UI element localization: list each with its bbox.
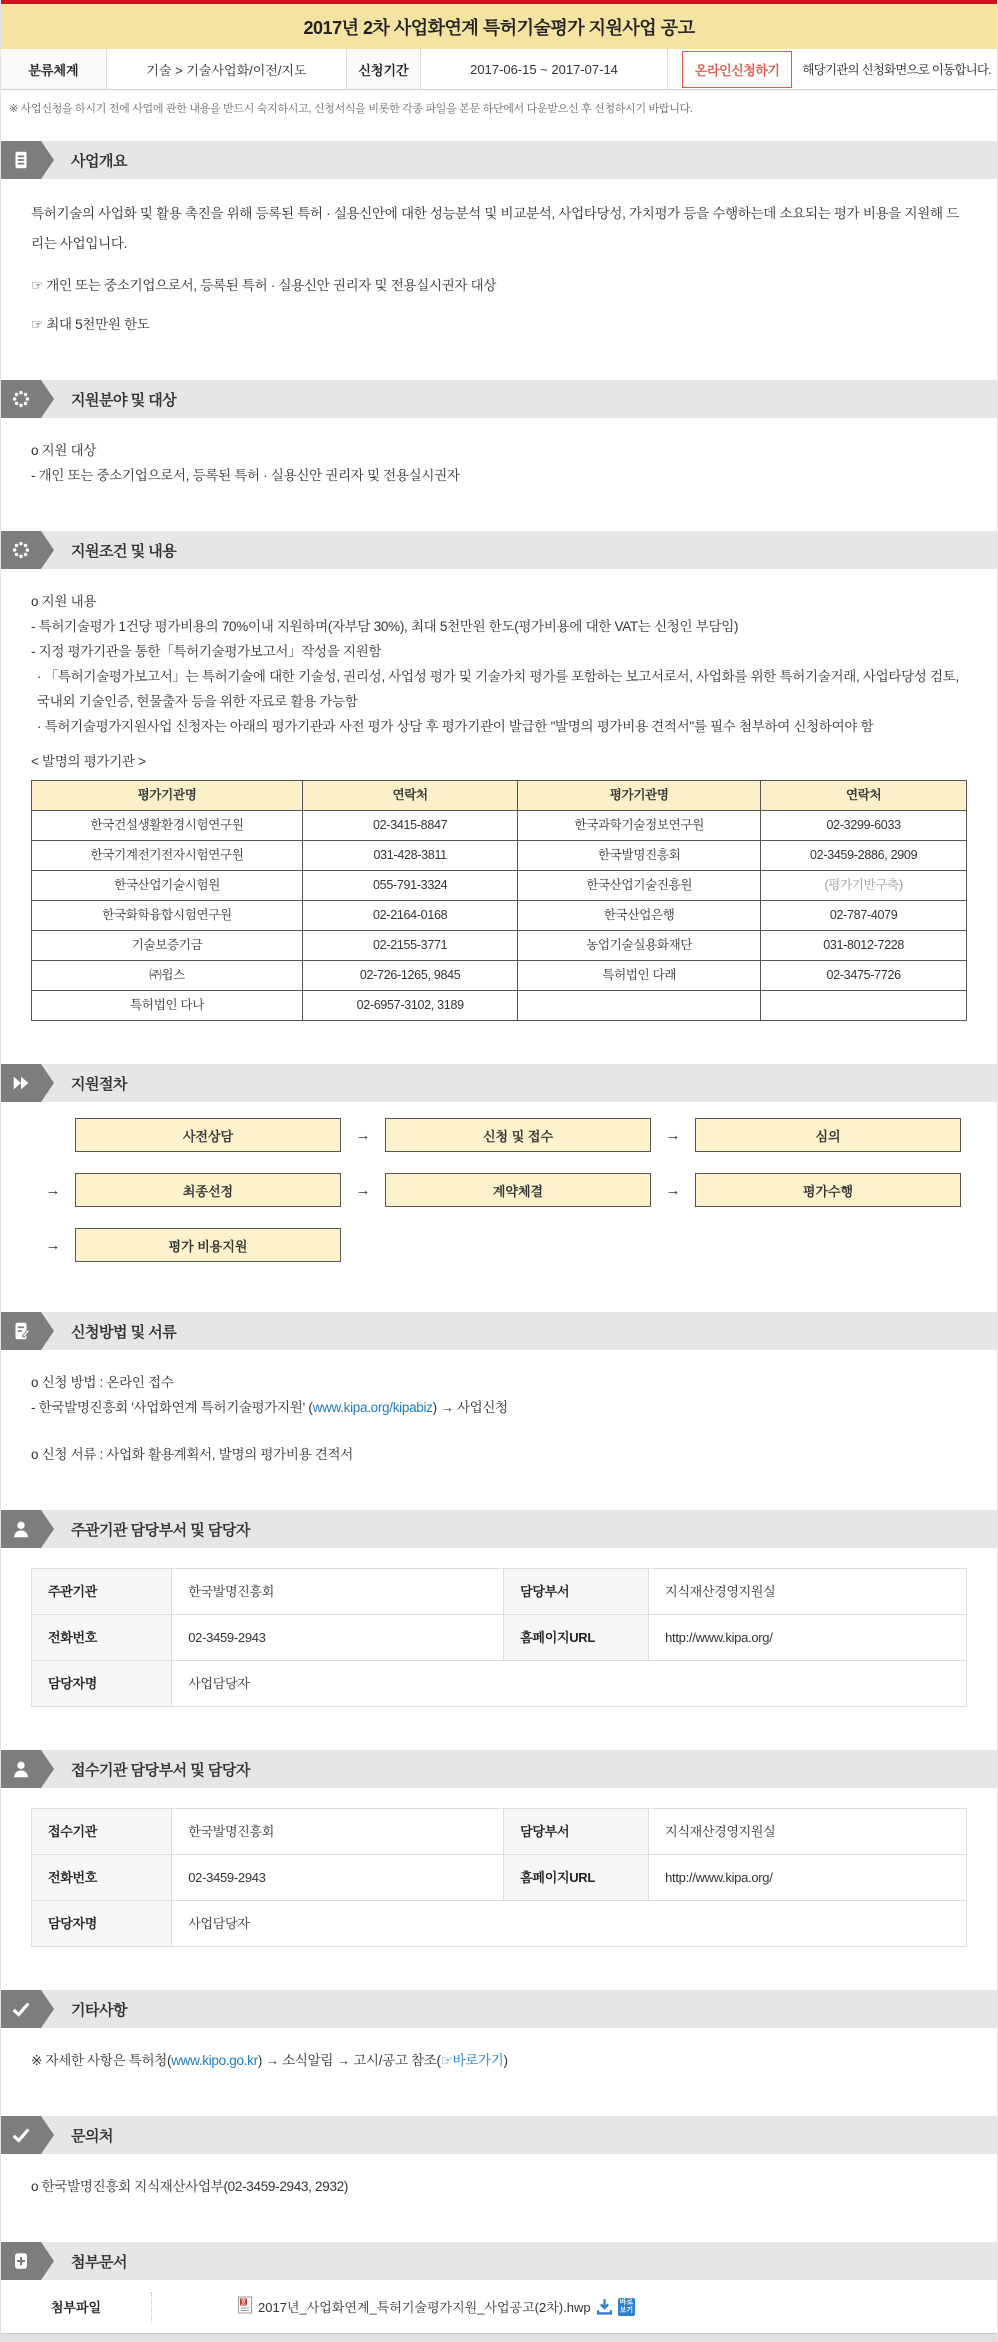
fast-forward-icon — [1, 1064, 41, 1102]
attachment-content — [237, 2296, 635, 2317]
flow-step: 사전상담 — [75, 1118, 341, 1152]
flow-row — [31, 1228, 967, 1262]
attachment-file-name[interactable]: 2017년_사업화연계_특허기술평가지원_사업공고(2차).hwp — [258, 2300, 591, 2315]
table-cell: 한국산업기술시험원 — [32, 871, 303, 901]
table-cell: 농업기술실용화재단 — [518, 931, 761, 961]
table-cell: 031-428-3811 — [303, 841, 518, 871]
hwp-file-icon — [237, 2296, 253, 2317]
arrow-right-icon: → — [45, 1181, 61, 1199]
table-cell — [518, 991, 761, 1021]
target-line-1: o 지원 대상 — [31, 443, 97, 458]
kipa-kipabiz-link[interactable]: www.kipa.org/kipabiz — [312, 1400, 433, 1415]
table-row — [32, 811, 967, 841]
conditions-line-4: · 「특허기술평가보고서」는 특허기술에 대한 기술성, 권리성, 사업성 평가 및 기술가치 평가를 포함하는 보고서로서, 사업화를 위한 특허기술거래, 사업타당성 검토, 국내외 기술인증, 현물출자 등을 위한 자료로 활용 가능함 — [37, 669, 959, 709]
quick-view-line1: 바로 — [619, 2298, 634, 2306]
page-title: 2017년 2차 사업화연계 특허기술평가 지원사업 공고 — [303, 17, 695, 38]
table-header-cell: 평가기관명 — [518, 781, 761, 811]
section-receipt-org-title: 접수기관 담당부서 및 담당자 — [71, 1761, 250, 1779]
section-inquiry — [1, 2116, 997, 2217]
eval-table-caption: < 발명의 평가기관 > — [31, 754, 146, 769]
table-row — [32, 1569, 967, 1615]
conditions-line-3: - 지정 평가기관을 통한「특허기술평가보고서」작성을 지원함 — [31, 644, 382, 659]
kipo-link[interactable]: www.kipo.go.kr — [171, 2053, 258, 2068]
divider — [151, 2292, 152, 2322]
section-conditions-body — [1, 569, 997, 1039]
table-header-cell: 연락처 — [761, 781, 967, 811]
flow-step: 심의 — [695, 1118, 961, 1152]
table-row — [32, 961, 967, 991]
table-cell: 02-3415-8847 — [303, 811, 518, 841]
period-value: 2017-06-15 ~ 2017-07-14 — [421, 49, 668, 89]
etc-mid: ) → 소식알림 → 고시/공고 참조( — [257, 2053, 441, 2068]
section-inquiry-header — [1, 2116, 997, 2154]
section-attachment-header — [1, 2242, 997, 2280]
section-target-body — [1, 418, 997, 506]
table-cell: 02-3459-2886, 2909 — [761, 841, 967, 871]
flow-row — [31, 1173, 967, 1207]
table-label-cell: 담당부서 — [504, 1809, 649, 1855]
apply-link-line — [31, 1395, 967, 1420]
table-cell: 한국발명진흥회 — [518, 841, 761, 871]
receipt-org-table — [31, 1808, 967, 1947]
page-title-band — [1, 4, 997, 49]
section-target-header — [1, 380, 997, 418]
table-row — [32, 901, 967, 931]
table-header-cell: 연락처 — [303, 781, 518, 811]
section-etc-body — [1, 2028, 997, 2091]
table-row — [32, 841, 967, 871]
table-cell: 02-2155-3771 — [303, 931, 518, 961]
table-cell: 한국과학기술정보연구원 — [518, 811, 761, 841]
table-cell: 사업담당자 — [172, 1661, 967, 1707]
apply-area — [668, 49, 997, 89]
online-apply-button[interactable]: 온라인신청하기 — [682, 51, 792, 88]
table-cell: 02-787-4079 — [761, 901, 967, 931]
section-host-org-title: 주관기관 담당부서 및 담당자 — [71, 1521, 250, 1539]
apply-link-pre: - 한국발명진흥회 '사업화연계 특허기술평가지원' ( — [31, 1400, 313, 1415]
flow-step: 평가 비용지원 — [75, 1228, 341, 1262]
table-label-cell: 담당자명 — [32, 1661, 172, 1707]
table-cell: 02-3299-6033 — [761, 811, 967, 841]
table-cell: 지식재산경영지원실 — [649, 1569, 967, 1615]
svg-text:호: 호 — [240, 2300, 247, 2307]
table-cell: 02-726-1265, 9845 — [303, 961, 518, 991]
flow-step: 신청 및 접수 — [385, 1118, 651, 1152]
section-apply — [1, 1312, 997, 1485]
section-target-title: 지원분야 및 대상 — [71, 391, 177, 409]
conditions-line-5: · 특허기술평가지원사업 신청자는 아래의 평가기관과 사전 평가 상담 후 평가기관이 발급한 "발명의 평가비용 견적서"를 필수 첨부하여 신청하여야 함 — [37, 719, 874, 734]
info-bar — [1, 49, 997, 90]
section-attachment — [1, 2242, 997, 2342]
section-inquiry-body — [1, 2154, 997, 2217]
period-label: 신청기간 — [347, 49, 421, 89]
document-icon — [1, 141, 41, 179]
table-label-cell: 접수기관 — [32, 1809, 172, 1855]
table-cell: (평가기반구축) — [761, 871, 967, 901]
table-cell: 기술보증기금 — [32, 931, 303, 961]
table-label-cell: 전화번호 — [32, 1615, 172, 1661]
section-attachment-title: 첨부문서 — [71, 2253, 127, 2271]
table-cell: http://www.kipa.org/ — [649, 1855, 967, 1901]
table-cell — [761, 991, 967, 1021]
arrow-right-icon: → — [665, 1126, 681, 1144]
inquiry-line: o 한국발명진흥회 지식재산사업부(02-3459-2943, 2932) — [31, 2179, 349, 2194]
table-label-cell: 전화번호 — [32, 1855, 172, 1901]
check-icon — [1, 1990, 41, 2028]
section-apply-body — [1, 1350, 997, 1485]
table-cell: 02-2164-0168 — [303, 901, 518, 931]
arrow-right-icon: → — [355, 1126, 371, 1144]
etc-post: ) — [503, 2053, 508, 2068]
flow-row — [31, 1118, 967, 1152]
quick-view-line2: 보기 — [619, 2306, 634, 2314]
document-pencil-icon — [1, 1312, 41, 1350]
overview-bullet-1: ☞ 개인 또는 중소기업으로서, 등록된 특허 · 실용신안 권리자 및 전용실시권자 대상 — [31, 278, 497, 293]
table-cell: 특허법인 다래 — [518, 961, 761, 991]
section-host-org — [1, 1510, 997, 1725]
table-row — [32, 871, 967, 901]
table-row — [32, 1661, 967, 1707]
overview-bullet-2: ☞ 최대 5천만원 한도 — [31, 317, 150, 332]
evaluation-agency-table — [31, 780, 967, 1021]
footer-strip — [1, 2334, 997, 2342]
dots-circle-icon — [1, 380, 41, 418]
section-etc — [1, 1990, 997, 2091]
section-procedure-title: 지원절차 — [71, 1075, 127, 1093]
section-receipt-org — [1, 1750, 997, 1965]
shortcut-link[interactable]: ☞바로가기 — [440, 2053, 504, 2068]
section-receipt-org-body — [1, 1788, 997, 1965]
table-label-cell: 홈페이지URL — [504, 1615, 649, 1661]
table-cell: 02-3475-7726 — [761, 961, 967, 991]
check-icon — [1, 2116, 41, 2154]
section-apply-title: 신청방법 및 서류 — [71, 1323, 177, 1341]
table-cell: 한국발명진흥회 — [172, 1569, 504, 1615]
table-row — [32, 1855, 967, 1901]
flow-step: 최종선정 — [75, 1173, 341, 1207]
table-header-row — [32, 781, 967, 811]
table-label-cell: 홈페이지URL — [504, 1855, 649, 1901]
section-conditions-title: 지원조건 및 내용 — [71, 542, 177, 560]
section-receipt-org-header — [1, 1750, 997, 1788]
section-target — [1, 380, 997, 506]
table-row — [32, 1615, 967, 1661]
arrow-right-icon: → — [355, 1181, 371, 1199]
table-cell: 031-8012-7228 — [761, 931, 967, 961]
section-inquiry-title: 문의처 — [71, 2127, 113, 2145]
etc-line — [31, 2048, 967, 2073]
table-cell: 사업담당자 — [172, 1901, 967, 1947]
table-cell: 한국발명진흥회 — [172, 1809, 504, 1855]
category-breadcrumb: 기술 > 기술사업화/이전/지도 — [107, 49, 347, 89]
section-procedure-header — [1, 1064, 997, 1102]
table-cell: ㈜윕스 — [32, 961, 303, 991]
procedure-flowchart — [1, 1102, 997, 1287]
target-line-2: - 개인 또는 중소기업으로서, 등록된 특허 · 실용신안 권리자 및 전용실시권자 — [31, 468, 460, 483]
section-overview-body — [1, 179, 997, 355]
table-row — [32, 1809, 967, 1855]
table-row — [32, 991, 967, 1021]
attachment-row — [1, 2280, 997, 2334]
arrow-right-icon: → — [665, 1181, 681, 1199]
person-icon — [1, 1510, 41, 1548]
table-label-cell: 담당자명 — [32, 1901, 172, 1947]
arrow-right-icon: → — [45, 1236, 61, 1254]
section-etc-title: 기타사항 — [71, 2001, 127, 2019]
table-label-cell: 담당부서 — [504, 1569, 649, 1615]
table-cell: 055-791-3324 — [303, 871, 518, 901]
attachment-label: 첨부파일 — [50, 2300, 102, 2315]
table-cell: http://www.kipa.org/ — [649, 1615, 967, 1661]
download-icon[interactable] — [596, 2298, 613, 2315]
conditions-line-2: - 특허기술평가 1건당 평가비용의 70%이내 지원하며(자부담 30%), 최대 5천만원 한도(평가비용에 대한 VAT는 신청인 부담임) — [31, 619, 739, 634]
overview-paragraph: 특허기술의 사업화 및 활용 촉진을 위해 등록된 특허 · 실용신안에 대한 성능분석 및 비교분석, 사업타당성, 가치평가 등을 수행하는데 소요되는 평가 비용을 지원해 드리는 사업입니다. — [31, 206, 959, 251]
section-procedure — [1, 1064, 997, 1287]
section-conditions — [1, 531, 997, 1039]
apply-docs-line: o 신청 서류 : 사업화 활용계획서, 발명의 평가비용 견적서 — [31, 1447, 354, 1462]
pre-apply-notice: ※ 사업신청을 하시기 전에 사업에 관한 내용을 반드시 숙지하시고, 신청서식을 비롯한 각종 파일을 본문 하단에서 다운받으신 후 신청하시기 바랍니다. — [9, 103, 693, 115]
category-label: 분류체계 — [1, 49, 107, 89]
quick-view-icon[interactable] — [618, 2298, 636, 2316]
table-cell: 한국건설생활환경시험연구원 — [32, 811, 303, 841]
flow-step: 평가수행 — [695, 1173, 961, 1207]
table-cell: 한국기계전기전자시험연구원 — [32, 841, 303, 871]
table-row — [32, 1901, 967, 1947]
table-row — [32, 931, 967, 961]
section-overview — [1, 141, 997, 355]
table-cell: 특허법인 다나 — [32, 991, 303, 1021]
person-icon — [1, 1750, 41, 1788]
etc-pre: ※ 자세한 사항은 특허청( — [31, 2053, 172, 2068]
apply-note: 해당기관의 신청화면으로 이동합니다. — [802, 63, 991, 77]
plus-square-icon — [1, 2242, 41, 2280]
section-host-org-header — [1, 1510, 997, 1548]
table-label-cell: 주관기관 — [32, 1569, 172, 1615]
section-overview-header — [1, 141, 997, 179]
table-cell: 한국산업은행 — [518, 901, 761, 931]
table-cell: 02-3459-2943 — [172, 1855, 504, 1901]
conditions-line-1: o 지원 내용 — [31, 594, 97, 609]
table-cell: 지식재산경영지원실 — [649, 1809, 967, 1855]
apply-link-post: ) → 사업신청 — [432, 1400, 508, 1415]
flow-step: 계약체결 — [385, 1173, 651, 1207]
dots-circle-icon — [1, 531, 41, 569]
table-header-cell: 평가기관명 — [32, 781, 303, 811]
table-cell: 한국산업기술진흥원 — [518, 871, 761, 901]
section-apply-header — [1, 1312, 997, 1350]
table-cell: 한국화학융합시험연구원 — [32, 901, 303, 931]
table-cell: 02-3459-2943 — [172, 1615, 504, 1661]
section-etc-header — [1, 1990, 997, 2028]
apply-method-line: o 신청 방법 : 온라인 접수 — [31, 1375, 174, 1390]
section-host-org-body — [1, 1548, 997, 1725]
table-cell: 02-6957-3102, 3189 — [303, 991, 518, 1021]
section-overview-title: 사업개요 — [71, 152, 127, 170]
section-conditions-header — [1, 531, 997, 569]
host-org-table — [31, 1568, 967, 1707]
